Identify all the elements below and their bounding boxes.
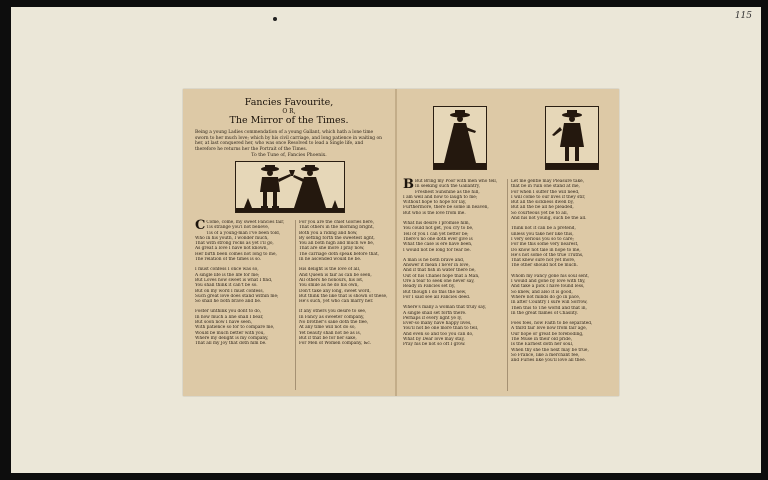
verse-line: And his not young, such be the all. xyxy=(511,216,587,222)
broadside-sheet xyxy=(183,89,619,396)
stanza xyxy=(299,267,395,304)
stanza xyxy=(403,305,503,347)
verse-line: And if that fish in water there be, xyxy=(403,268,476,274)
verse-line: If any others you desire to see, xyxy=(299,309,367,315)
title-block xyxy=(183,97,395,126)
stanza xyxy=(195,267,291,304)
verse-line: There's no one doth ever give is xyxy=(403,236,473,242)
verse-line: Foster unthink you dont to do, xyxy=(195,309,262,315)
verse-line: Without hope to hope for lay, xyxy=(403,200,467,206)
stanza xyxy=(299,220,395,262)
column-rule xyxy=(507,179,508,391)
verse-line: And even so and too you can do, xyxy=(403,331,474,337)
verse-line: And Queen is fair as can be seen, xyxy=(299,272,372,278)
verse-line: and Furies like you'll love all thee. xyxy=(511,358,586,364)
verse-line: What by Dear love may stay, xyxy=(403,337,465,343)
verse-line: And take a pick I have found less, xyxy=(511,284,585,290)
verse-line: For me this some very nearest, xyxy=(511,242,579,248)
mount-dot xyxy=(273,17,277,21)
verse-line: Let me gentle may Pleasure take, xyxy=(511,179,585,184)
stanza xyxy=(195,220,291,262)
stanza xyxy=(403,221,503,253)
verse-line: The relation of the times is so. xyxy=(195,257,262,263)
verse-line: In after Country I sure will Sorrow, xyxy=(511,300,588,306)
verse-line: But soon now I have seen, xyxy=(195,320,253,326)
right-page xyxy=(397,89,619,396)
verse-line: By setting forth the sweetest light, xyxy=(299,235,375,241)
verse-line: But think the like that is shown of these, xyxy=(299,293,388,299)
folio-number: 115 xyxy=(734,11,752,21)
verse-line: A man is he both brave and, xyxy=(403,257,465,263)
verse-line: Would be much better with you, xyxy=(195,330,265,336)
verse-line: That knew sure not yet more, xyxy=(511,258,576,264)
column-rule xyxy=(295,220,296,390)
verse-line: For Men of Women company, &c. xyxy=(299,341,372,347)
verse-line: In seeking such the Gallantry, xyxy=(415,184,480,190)
verse-line: Tell of you I can yet better be; xyxy=(403,231,469,237)
verse-line: Don't take any long, sweet word, xyxy=(299,288,371,294)
verse-line: That all my Joy that doth him be. xyxy=(195,341,267,347)
stanza xyxy=(195,309,291,346)
verse-line: But if that be for her sake, xyxy=(299,335,357,341)
left-column-1 xyxy=(195,220,291,352)
verse-line: I very serious you so to care; xyxy=(511,236,574,242)
verse-line: Such great love does stand within me; xyxy=(195,293,279,299)
verse-line: Whom my Fancy gone his soul sent, xyxy=(511,273,589,279)
stanza xyxy=(511,226,611,268)
verse-line: You shall think it can't be so. xyxy=(195,283,258,289)
woodcut-man-image xyxy=(545,106,599,170)
verse-line: Freshest Sunshine as the hill, xyxy=(415,189,480,195)
verse-line: Yet beauty shall not be as is, xyxy=(299,330,362,336)
verse-line: But Bring my Poor with men who tell, xyxy=(415,179,498,184)
verse-line: For when I suffer the will need, xyxy=(511,189,580,195)
stanza xyxy=(403,258,503,300)
verse-line: But on my word I must confess, xyxy=(195,288,264,294)
verse-line: I would and gone by love with thy, xyxy=(511,279,586,285)
mount-board xyxy=(11,7,761,473)
woodcut-woman-image xyxy=(433,106,487,170)
verse-line: I am well and how to laugh to me; xyxy=(403,194,478,200)
stanza xyxy=(511,179,611,221)
verse-line: Foes foes, now Faith to be separated, xyxy=(511,321,593,327)
stanza xyxy=(403,179,503,216)
verse-line: Think not it can be a pretend, xyxy=(511,226,576,232)
right-column-1 xyxy=(403,179,503,353)
left-column-2 xyxy=(299,220,395,352)
verse-line: In how much a line shall I bear, xyxy=(195,314,264,320)
verse-line: Who in his youth, I wonder much, xyxy=(195,235,269,241)
stanza xyxy=(299,309,395,346)
verse-line: He's such, yet who can marry her. xyxy=(299,299,374,305)
verse-line: So courteous yet be to all, xyxy=(511,210,568,216)
verse-line: No brother's sake doth the flee, xyxy=(299,320,369,326)
verse-line: Come, come, my sweet Fancies fair, xyxy=(206,220,285,225)
title-line-3: The Mirror of the Times. xyxy=(229,115,349,126)
verse-line: In the great flames of Chaslity. xyxy=(511,310,578,316)
verse-line: But all the sickness dwell by, xyxy=(511,200,574,206)
verse-line: A single life is the life for me; xyxy=(195,272,260,278)
title-line-1: Fancies Favourite, xyxy=(244,97,334,108)
verse-line: I must confess I once was so, xyxy=(195,267,259,273)
verse-line: Out of his Chanel hope that a Man, xyxy=(403,273,480,279)
verse-line: With patience so for to compare me, xyxy=(195,325,275,331)
verse-line: In he ascended would he be. xyxy=(299,257,362,263)
verse-line: But though I do this the new, xyxy=(403,289,467,295)
drop-cap: C xyxy=(195,218,206,233)
verse-line: But all the be all he pleaded, xyxy=(511,205,574,211)
verse-line: Tis strange you'l not believe, xyxy=(206,225,270,231)
verse-line: That with strong rocks as yet I'll go, xyxy=(195,241,274,247)
verse-line: I will come to our lives if they stir, xyxy=(511,194,586,200)
verse-line: He's not some of the true Truths, xyxy=(511,252,584,258)
verse-line: Answer it mean I ne'er in love, xyxy=(403,263,470,269)
verse-line: You smile as he do his own, xyxy=(299,283,359,289)
verse-line: As great a love I have not known, xyxy=(195,246,268,252)
verse-line: Our hope or great be foreboding, xyxy=(511,331,584,337)
verse-line: Then this to The world and that in, xyxy=(511,305,587,311)
verse-line: Ready in Fancies set by, xyxy=(403,284,456,290)
verse-line: The carriage doth speak before that, xyxy=(299,251,380,257)
verse-line: Where not minds do go in pace, xyxy=(511,294,581,300)
tune-line: To the Tune of, Fancies Phoenix. xyxy=(251,153,327,159)
woodcut-couple-image xyxy=(235,161,345,213)
title-line-2: O R, xyxy=(282,108,296,115)
verse-line: I would not be long for fear be. xyxy=(403,247,471,253)
verse-line: Furthermore, there be some in heaven, xyxy=(403,205,489,211)
verse-line: His delight is the love of all, xyxy=(299,267,361,273)
verse-line: But who is the love from me. xyxy=(403,210,466,216)
left-page xyxy=(183,89,395,396)
right-columns xyxy=(403,179,613,391)
drop-cap: B xyxy=(403,177,414,192)
stanza xyxy=(511,321,611,363)
verse-line: A single shall set forth there. xyxy=(403,310,467,316)
verse-line: Ever-so many have happy lives, xyxy=(403,321,472,327)
verse-line: Both you a riding and how, xyxy=(299,230,358,236)
verse-line: In Fancy as sweeter company, xyxy=(299,314,365,320)
verse-line: Her birth been comes not long to me, xyxy=(195,251,277,257)
verse-line: That others in the morning bright, xyxy=(299,225,374,231)
verse-line: Do know not tale in hope to me, xyxy=(511,247,581,253)
left-columns xyxy=(195,220,391,390)
verse-line: So shall he both brave and be. xyxy=(195,299,262,305)
verse-line: For I said see all Fancies deed. xyxy=(403,294,471,300)
verse-line: But Loves how sweet is what I find, xyxy=(195,277,273,283)
stanza xyxy=(511,274,611,316)
verse-line: Tis of a young-man I've been told, xyxy=(206,230,281,236)
verse-line: Perhaps if every light ye ly, xyxy=(403,315,462,321)
verse-line: Where my delight is my company, xyxy=(195,335,269,341)
verse-line: that be in ruin one stand at me, xyxy=(511,184,580,190)
verse-line: You all both high and much we be, xyxy=(299,241,375,247)
verse-line: So knew, and also it is good, xyxy=(511,289,573,295)
verse-line: Ore a tear to seek one never say, xyxy=(403,279,475,285)
verse-line: You'll not be one more than to tell, xyxy=(403,326,479,332)
verse-line: For you are the chief Glories here, xyxy=(299,220,375,225)
right-column-2 xyxy=(511,179,611,369)
verse-line: What his desire I promise him, xyxy=(403,221,470,227)
subtitle: Being a young Ladies commendation of a young Gallant, which hath a lone time sworn to her much love; which by his civil carriage, and long patience in waiting on her, at last conquered her, who was once Resolved to lead a Single life, and therefore he returns her the Portrait of the Times. xyxy=(195,130,382,152)
verse-line: At any time will not do so, xyxy=(299,325,356,331)
verse-line: Is the Earnest doth her soul, xyxy=(511,342,574,348)
verse-line: That are she more I pray now, xyxy=(299,246,365,252)
verse-line: When thy she the next may be true, xyxy=(511,347,589,353)
verse-line: unless you take her like this, xyxy=(511,231,574,237)
verse-line: You could not get, you cry to be, xyxy=(403,226,474,232)
verse-line: What the case is ere have been, xyxy=(403,242,473,248)
verse-line: A third fair love now from fair age, xyxy=(511,326,587,332)
verse-line: Pray his be not so oft I grow. xyxy=(403,342,466,348)
verse-line: All others he honours, his lot, xyxy=(299,277,364,283)
verse-line: The other should not be much. xyxy=(511,263,578,269)
verse-line: Where's many a woman that truly say, xyxy=(403,305,487,311)
verse-line: So France, like a merchant fee, xyxy=(511,352,580,358)
verse-line: The Muse in their old pride, xyxy=(511,337,573,343)
